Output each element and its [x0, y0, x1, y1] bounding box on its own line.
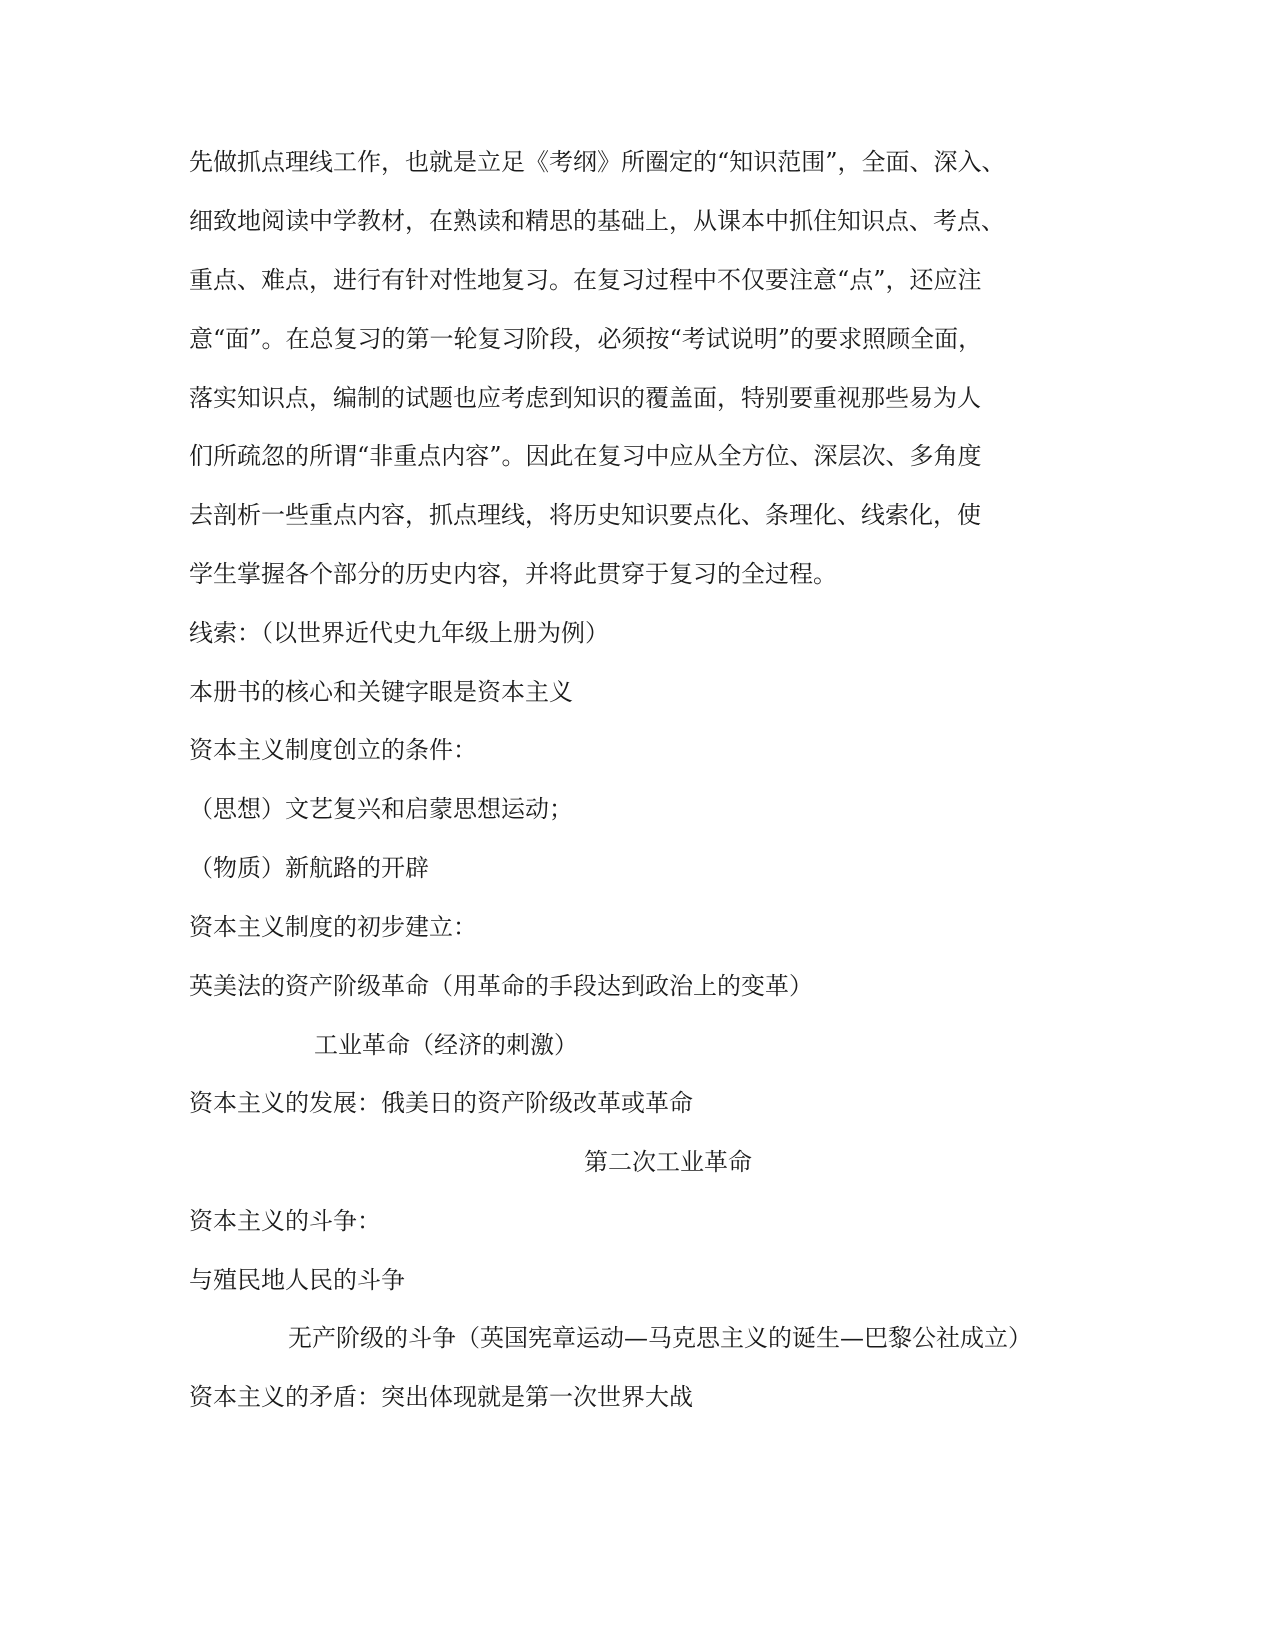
paragraph-line-8: 学生掌握各个部分的历史内容，并将此贯穿于复习的全过程。	[189, 560, 837, 588]
struggle-title: 资本主义的斗争：	[189, 1207, 381, 1235]
establish-industrial: 工业革命（经济的刺激）	[314, 1031, 578, 1059]
outline-core: 本册书的核心和关键字眼是资本主义	[189, 678, 573, 706]
conditions-title: 资本主义制度创立的条件：	[189, 736, 477, 764]
struggle-colonial: 与殖民地人民的斗争	[189, 1266, 405, 1294]
paragraph-line-5: 落实知识点，编制的试题也应考虑到知识的覆盖面，特别要重视那些易为人	[189, 384, 981, 412]
contradiction: 资本主义的矛盾：突出体现就是第一次世界大战	[189, 1383, 693, 1411]
paragraph-line-6: 们所疏忽的所谓“非重点内容”。因此在复习中应从全方位、深层次、多角度	[189, 442, 982, 470]
paragraph-line-2: 细致地阅读中学教材，在熟读和精思的基础上，从课本中抓住知识点、考点、	[189, 207, 1005, 235]
condition-material: （物质）新航路的开辟	[189, 854, 429, 882]
struggle-proletariat: 无产阶级的斗争（英国宪章运动—马克思主义的诞生—巴黎公社成立）	[288, 1324, 1032, 1352]
paragraph-line-3: 重点、难点，进行有针对性地复习。在复习过程中不仅要注意“点”，还应注	[189, 266, 982, 294]
condition-thought: （思想）文艺复兴和启蒙思想运动；	[189, 795, 573, 823]
outline-heading: 线索：（以世界近代史九年级上册为例）	[189, 619, 609, 647]
paragraph-line-1: 先做抓点理线工作，也就是立足《考纲》所圈定的“知识范围”，全面、深入、	[189, 148, 1006, 176]
paragraph-line-4: 意“面”。在总复习的第一轮复习阶段，必须按“考试说明”的要求照顾全面，	[189, 325, 983, 353]
development: 资本主义的发展：俄美日的资产阶级改革或革命	[189, 1089, 693, 1117]
establish-title: 资本主义制度的初步建立：	[189, 913, 477, 941]
establish-revolution: 英美法的资产阶级革命（用革命的手段达到政治上的变革）	[189, 972, 813, 1000]
paragraph-line-7: 去剖析一些重点内容，抓点理线，将历史知识要点化、条理化、线索化，使	[189, 501, 981, 529]
second-industrial: 第二次工业革命	[584, 1148, 752, 1176]
